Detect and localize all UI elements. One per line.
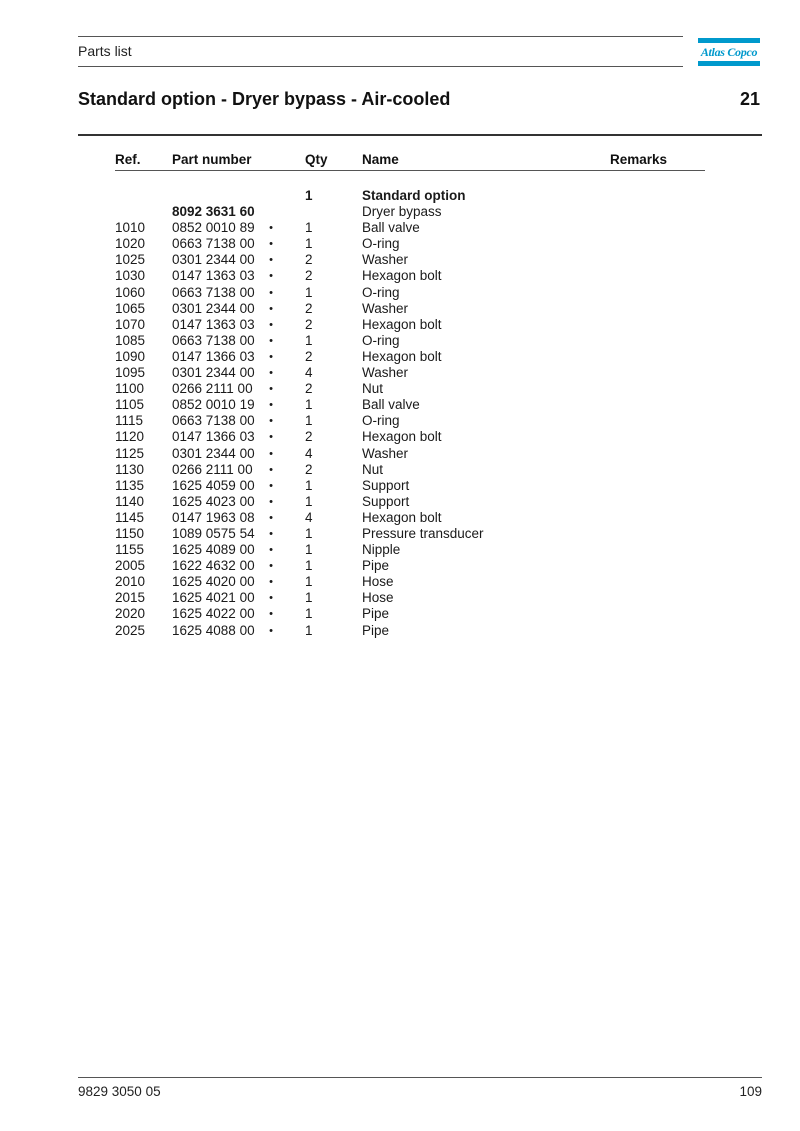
name-cell: Ball valve [362, 397, 420, 413]
title-rule [78, 134, 762, 136]
name-cell: Hexagon bolt [362, 429, 442, 445]
qty-cell: 1 [305, 574, 313, 590]
bullet-marker: • [269, 608, 273, 621]
table-row [115, 365, 705, 381]
header-bottom-rule [78, 66, 683, 67]
table-row [115, 429, 705, 445]
ref-cell: 2020 [115, 606, 146, 622]
bullet-marker: • [269, 511, 273, 524]
name-cell: Nut [362, 461, 384, 477]
table-row [115, 446, 705, 462]
ref-cell: 1130 [115, 461, 145, 477]
ref-cell: 1060 [115, 284, 146, 300]
table-row [115, 462, 705, 478]
name-cell: Hexagon bolt [362, 268, 442, 284]
ref-cell: 1150 [115, 525, 145, 541]
part-number-cell: 8092 3631 60 [172, 204, 255, 220]
part-number-cell: 0852 0010 89 [172, 220, 255, 236]
part-number-cell: 0147 1366 03 [172, 348, 255, 364]
name-cell: Washer [362, 445, 409, 461]
part-number-cell: 1625 4022 00 [172, 606, 255, 622]
qty-cell: 1 [305, 332, 313, 348]
table-row [115, 542, 705, 558]
part-number-cell: 1625 4021 00 [172, 590, 255, 606]
column-header-name: Name [362, 152, 399, 167]
table-row [115, 590, 705, 606]
ref-cell: 1095 [115, 365, 146, 381]
part-number-cell: 1625 4023 00 [172, 493, 255, 509]
part-number-cell: 0266 2111 00 [172, 461, 253, 477]
qty-cell: 1 [305, 493, 313, 509]
header-label: Parts list [78, 43, 132, 59]
name-cell: Pipe [362, 558, 390, 574]
qty-cell: 2 [305, 381, 313, 397]
name-cell: Nipple [362, 542, 401, 558]
bullet-marker: • [269, 222, 273, 235]
bullet-marker: • [269, 527, 273, 540]
name-cell: Dryer bypass [362, 204, 442, 220]
part-number-cell: 0663 7138 00 [172, 236, 255, 252]
name-cell: Hexagon bolt [362, 316, 442, 332]
table-row [115, 413, 705, 429]
bullet-marker: • [269, 479, 273, 492]
part-number-cell: 0147 1963 08 [172, 509, 255, 525]
qty-cell: 1 [305, 542, 313, 558]
name-cell: O-ring [362, 236, 400, 252]
ref-cell: 1030 [115, 268, 146, 284]
bullet-marker: • [269, 334, 273, 347]
ref-cell: 1135 [115, 477, 145, 493]
table-row [115, 510, 705, 526]
bullet-marker: • [269, 350, 273, 363]
column-header-qty: Qty [305, 152, 328, 167]
bullet-marker: • [269, 431, 273, 444]
part-number-cell: 1625 4088 00 [172, 622, 255, 638]
part-number-cell: 0301 2344 00 [172, 365, 255, 381]
ref-cell: 1105 [115, 397, 145, 413]
part-number-cell: 0663 7138 00 [172, 332, 255, 348]
name-cell: O-ring [362, 284, 400, 300]
bullet-marker: • [269, 270, 273, 283]
part-number-cell: 0147 1363 03 [172, 268, 255, 284]
part-number-cell: 1622 4632 00 [172, 558, 255, 574]
page-number: 109 [739, 1084, 762, 1099]
bullet-marker: • [269, 624, 273, 637]
qty-cell: 2 [305, 348, 313, 364]
name-cell: Hose [362, 574, 394, 590]
column-header-remarks: Remarks [610, 152, 668, 167]
bullet-marker: • [269, 495, 273, 508]
table-row [115, 236, 705, 252]
name-cell: Support [362, 477, 410, 493]
ref-cell: 1065 [115, 300, 146, 316]
name-cell: O-ring [362, 413, 400, 429]
qty-cell: 1 [305, 477, 313, 493]
qty-cell: 2 [305, 300, 313, 316]
page-title: Standard option - Dryer bypass - Air-cooled [78, 89, 451, 109]
qty-cell: 1 [305, 606, 313, 622]
part-number-cell: 1625 4089 00 [172, 542, 255, 558]
table-row [115, 623, 705, 639]
logo-bottom-bar [698, 61, 760, 66]
table-row [115, 349, 705, 365]
parts-table-body [115, 188, 705, 639]
name-cell: Support [362, 493, 410, 509]
name-cell: Washer [362, 365, 409, 381]
ref-cell: 1140 [115, 493, 145, 509]
ref-cell: 1010 [115, 220, 146, 236]
ref-cell: 1020 [115, 236, 146, 252]
bullet-marker: • [269, 286, 273, 299]
name-cell: Hexagon bolt [362, 348, 442, 364]
part-number-cell: 0663 7138 00 [172, 413, 255, 429]
bullet-marker: • [269, 415, 273, 428]
part-number-cell: 0301 2344 00 [172, 300, 255, 316]
qty-cell: 1 [305, 558, 313, 574]
table-row [115, 333, 705, 349]
name-cell: Pipe [362, 622, 390, 638]
qty-cell: 2 [305, 316, 313, 332]
column-header-ref: Ref. [115, 152, 141, 167]
table-row [115, 397, 705, 413]
qty-cell: 4 [305, 365, 313, 381]
section-number: 21 [739, 89, 760, 109]
qty-cell: 1 [305, 236, 313, 252]
ref-cell: 1090 [115, 348, 146, 364]
ref-cell: 1120 [115, 429, 145, 445]
bullet-marker: • [269, 254, 273, 267]
part-number-cell: 0301 2344 00 [172, 445, 255, 461]
name-cell: Washer [362, 252, 409, 268]
bullet-marker: • [269, 447, 273, 460]
table-row [115, 494, 705, 510]
qty-cell: 2 [305, 429, 313, 445]
name-cell: Pipe [362, 606, 390, 622]
table-row [115, 188, 705, 204]
bullet-marker: • [269, 238, 273, 251]
part-number-cell: 1625 4059 00 [172, 477, 255, 493]
ref-cell: 1070 [115, 316, 146, 332]
table-row [115, 317, 705, 333]
atlas-copco-logo [698, 38, 760, 66]
qty-cell: 4 [305, 445, 313, 461]
ref-cell: 2015 [115, 590, 146, 606]
table-row [115, 606, 705, 622]
table-row [115, 478, 705, 494]
table-row [115, 204, 705, 220]
part-number-cell: 0663 7138 00 [172, 284, 255, 300]
bullet-marker: • [269, 544, 273, 557]
table-row [115, 574, 705, 590]
table-row [115, 381, 705, 397]
bullet-marker: • [269, 318, 273, 331]
qty-cell: 1 [305, 284, 313, 300]
ref-cell: 1025 [115, 252, 146, 268]
bullet-marker: • [269, 592, 273, 605]
bullet-marker: • [269, 367, 273, 380]
bullet-marker: • [269, 576, 273, 589]
ref-cell: 2005 [115, 558, 146, 574]
document-number: 9829 3050 05 [78, 1084, 161, 1099]
bullet-marker: • [269, 399, 273, 412]
table-row [115, 558, 705, 574]
qty-cell: 1 [305, 220, 313, 236]
bullet-marker: • [269, 560, 273, 573]
ref-cell: 1100 [115, 381, 145, 397]
qty-cell: 1 [305, 590, 313, 606]
part-number-cell: 1089 0575 54 [172, 525, 255, 541]
table-row [115, 220, 705, 236]
table-row [115, 285, 705, 301]
header-top-rule [78, 36, 683, 37]
table-row [115, 526, 705, 542]
parts-table-header [115, 152, 705, 171]
ref-cell: 1115 [115, 413, 144, 429]
ref-cell: 1145 [115, 509, 145, 525]
table-row [115, 268, 705, 284]
part-number-cell: 0266 2111 00 [172, 381, 253, 397]
part-number-cell: 0301 2344 00 [172, 252, 255, 268]
table-row [115, 252, 705, 268]
footer-rule [78, 1077, 762, 1078]
qty-cell: 1 [305, 525, 313, 541]
qty-cell: 4 [305, 509, 313, 525]
logo-top-bar [698, 38, 760, 43]
column-header-part-number: Part number [172, 152, 252, 167]
name-cell: Washer [362, 300, 409, 316]
name-cell: Hexagon bolt [362, 509, 442, 525]
ref-cell: 2010 [115, 574, 146, 590]
qty-cell: 1 [305, 397, 313, 413]
ref-cell: 1085 [115, 332, 146, 348]
name-cell: Ball valve [362, 220, 420, 236]
name-cell: Nut [362, 381, 384, 397]
part-number-cell: 0147 1366 03 [172, 429, 255, 445]
table-row [115, 301, 705, 317]
part-number-cell: 1625 4020 00 [172, 574, 255, 590]
name-cell: Hose [362, 590, 394, 606]
part-number-cell: 0147 1363 03 [172, 316, 255, 332]
bullet-marker: • [269, 383, 273, 396]
ref-cell: 1125 [115, 445, 145, 461]
name-cell: Pressure transducer [362, 525, 484, 541]
qty-cell: 1 [305, 188, 313, 203]
qty-cell: 1 [305, 413, 313, 429]
logo-text: Atlas Copco [700, 45, 758, 59]
qty-cell: 2 [305, 252, 313, 268]
qty-cell: 1 [305, 622, 313, 638]
ref-cell: 2025 [115, 622, 146, 638]
bullet-marker: • [269, 302, 273, 315]
bullet-marker: • [269, 463, 273, 476]
qty-cell: 2 [305, 461, 313, 477]
part-number-cell: 0852 0010 19 [172, 397, 255, 413]
name-cell: O-ring [362, 332, 400, 348]
name-cell: Standard option [362, 188, 466, 203]
qty-cell: 2 [305, 268, 313, 284]
ref-cell: 1155 [115, 542, 145, 558]
